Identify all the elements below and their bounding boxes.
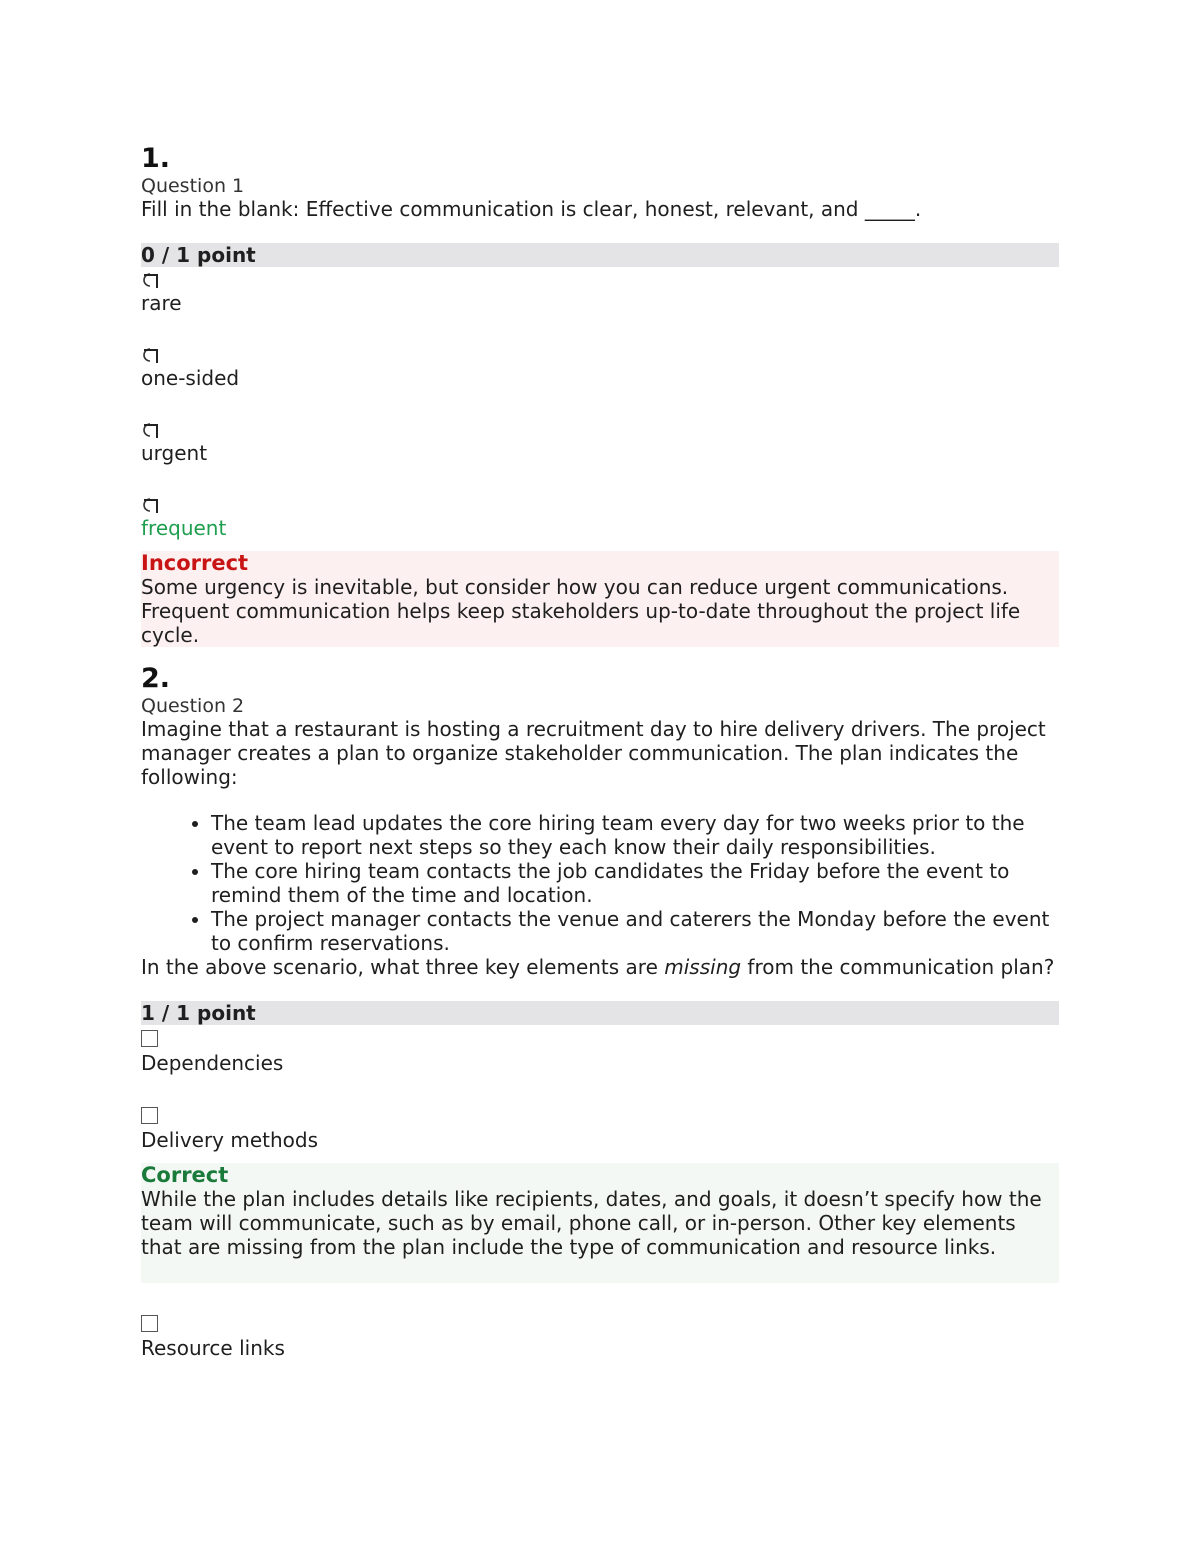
- feedback-title: Incorrect: [141, 551, 249, 575]
- question-text: [141, 955, 1059, 979]
- radio-button-icon[interactable]: [141, 344, 161, 366]
- radio-button-icon[interactable]: [141, 494, 161, 516]
- question-text: Fill in the blank: Effective communication is clear, honest, relevant, and _____.: [141, 197, 922, 221]
- option-dependencies[interactable]: [141, 1030, 1059, 1075]
- list-item: • The team lead updates the core hiring team every day for two weeks prior to the event to report next steps so they each know their daily responsibilities.: [211, 811, 1059, 859]
- question-label: Question 1: [141, 175, 245, 197]
- question-text-post: from the communication plan?: [741, 955, 1055, 979]
- option-delivery-methods[interactable]: [141, 1107, 1059, 1152]
- question-number: 2.: [141, 663, 171, 694]
- option-label: one-sided: [141, 366, 240, 390]
- question-number: 1.: [141, 143, 171, 174]
- option-label-correct: frequent: [141, 516, 227, 540]
- option-urgent[interactable]: [141, 419, 1059, 465]
- feedback-text: Some urgency is inevitable, but consider how you can reduce urgent communications. Frequent communication helps keep stakeholders up-to-date throughout the project life cycle.: [141, 575, 1021, 647]
- option-label: Delivery methods: [141, 1128, 319, 1152]
- list-item: • The core hiring team contacts the job candidates the Friday before the event to remind them of the time and location.: [211, 859, 1059, 907]
- question-intro: Imagine that a restaurant is hosting a recruitment day to hire delivery drivers. The project manager creates a plan to organize stakeholder communication. The plan indicates the following:: [141, 717, 1046, 789]
- points-bar: 0 / 1 point: [141, 243, 1059, 267]
- feedback-text: While the plan includes details like recipients, dates, and goals, it doesn’t specify how the team will communicate, such as by email, phone call, or in-person. Other key elements that are missing from the plan include the type of communication and resource links.: [141, 1187, 1042, 1259]
- question-label: Question 2: [141, 695, 245, 717]
- checkbox-icon[interactable]: [141, 1315, 158, 1332]
- plan-list: [141, 811, 1059, 955]
- option-frequent[interactable]: [141, 494, 1059, 540]
- question-text-pre: In the above scenario, what three key elements are: [141, 955, 665, 979]
- option-one-sided[interactable]: [141, 344, 1059, 390]
- option-rare[interactable]: [141, 269, 1059, 315]
- radio-button-icon[interactable]: [141, 419, 161, 441]
- question-text-emphasis: missing: [664, 955, 742, 979]
- list-item: • The project manager contacts the venue and caterers the Monday before the event to confirm reservations.: [211, 907, 1059, 955]
- option-label: urgent: [141, 441, 208, 465]
- option-resource-links[interactable]: [141, 1315, 1059, 1360]
- feedback-incorrect: [141, 551, 1059, 647]
- points-bar: 1 / 1 point: [141, 1001, 1059, 1025]
- question-2: [141, 663, 1059, 1360]
- checkbox-icon[interactable]: [141, 1107, 158, 1124]
- question-1: [141, 143, 1059, 647]
- feedback-correct: [141, 1163, 1059, 1283]
- option-label: Dependencies: [141, 1051, 284, 1075]
- option-label: Resource links: [141, 1336, 285, 1360]
- radio-button-icon[interactable]: [141, 269, 161, 291]
- option-label: rare: [141, 291, 182, 315]
- quiz-page: [141, 143, 1059, 1360]
- checkbox-icon[interactable]: [141, 1030, 158, 1047]
- feedback-title: Correct: [141, 1163, 229, 1187]
